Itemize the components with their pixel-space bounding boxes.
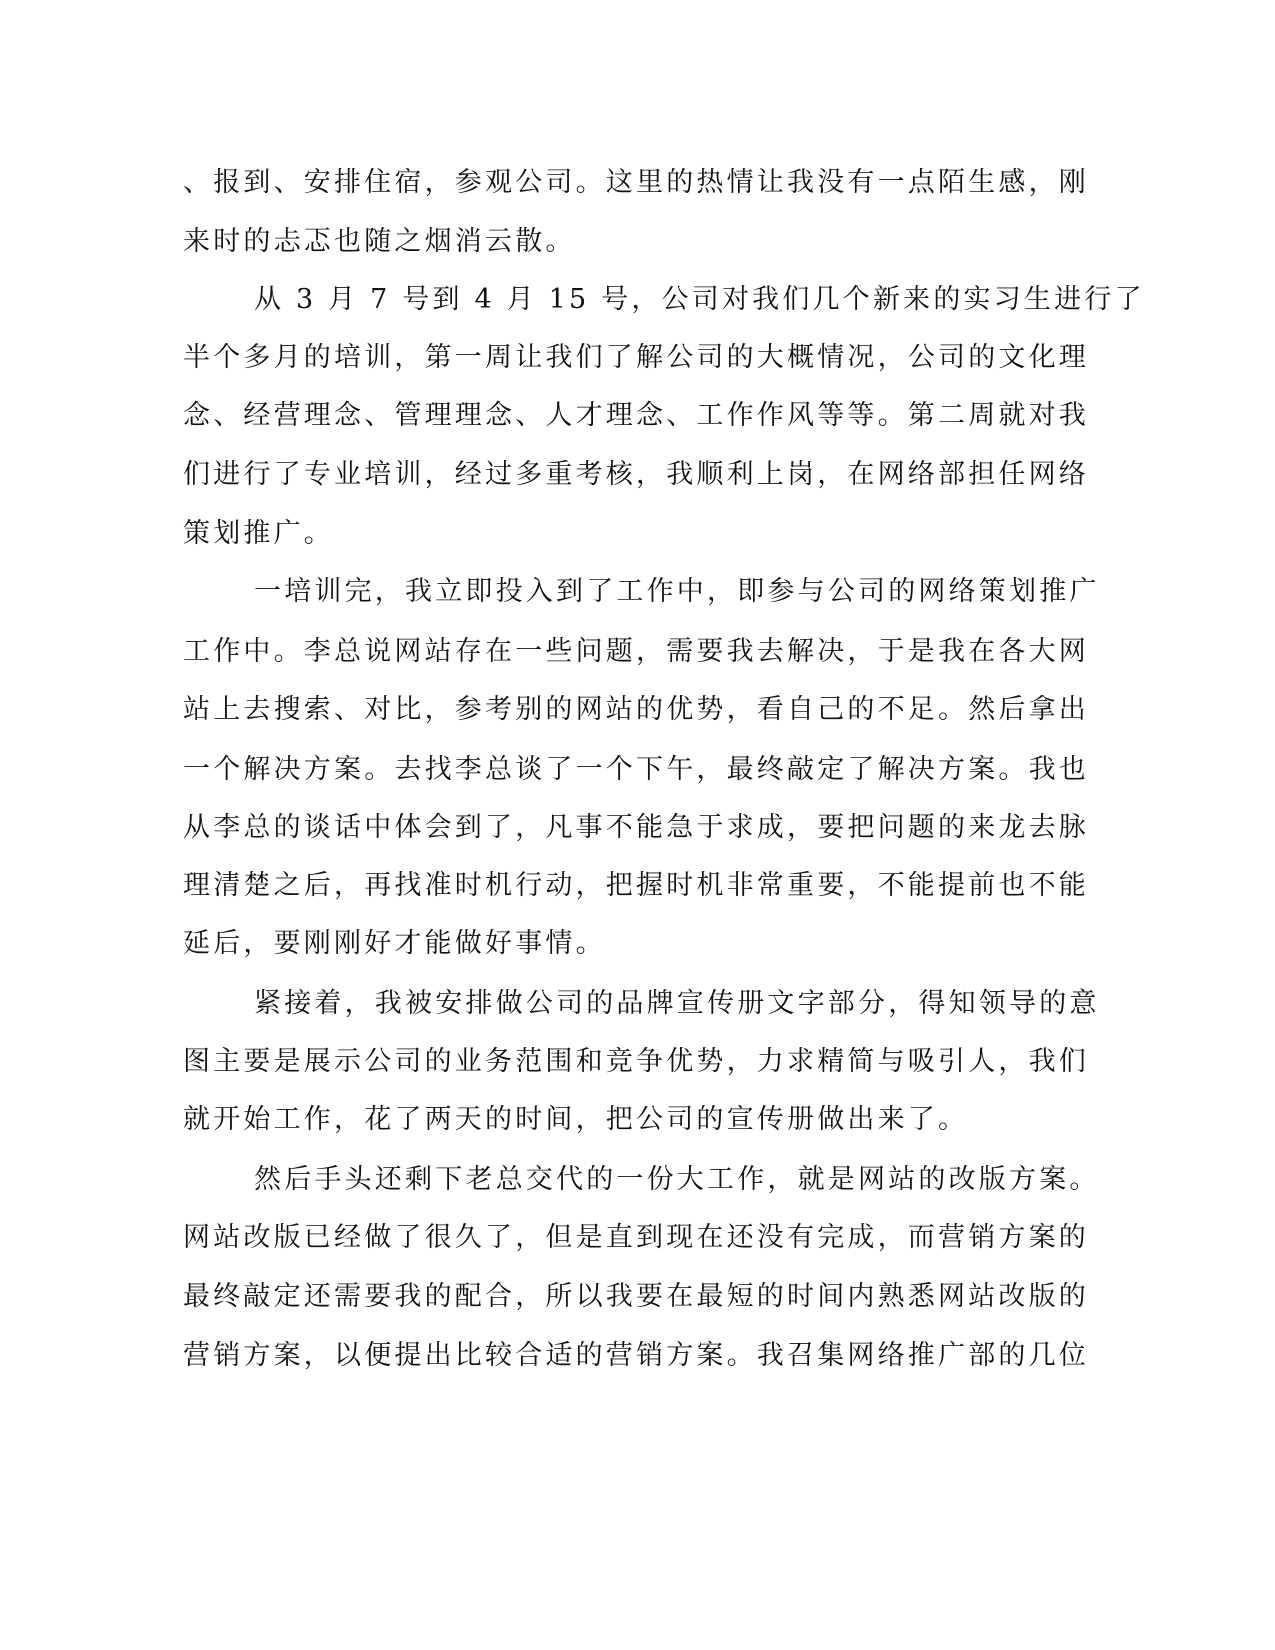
paragraph-start-line: 然后手头还剩下老总交代的一份大工作，就是网站的改版方案。 — [254, 1164, 1100, 1195]
text-line: 站上去搜索、对比，参考别的网站的优势，看自己的不足。然后拿出 — [183, 694, 1089, 725]
text-line: 半个多月的培训，第一周让我们了解公司的大概情况，公司的文化理 — [183, 342, 1089, 373]
paragraph-start-line: 一培训完，我立即投入到了工作中，即参与公司的网络策划推广 — [254, 576, 1100, 607]
paragraph-start-line: 从 3 月 7 号到 4 月 15 号，公司对我们几个新来的实习生进行了 — [254, 284, 1145, 315]
text-line: 工作中。李总说网站存在一些问题，需要我去解决，于是我在各大网 — [183, 636, 1089, 667]
text-line: 就开始工作，花了两天的时间，把公司的宣传册做出来了。 — [183, 1104, 969, 1135]
text-line: 策划推广。 — [183, 518, 334, 549]
text-line: 最终敲定还需要我的配合，所以我要在最短的时间内熟悉网站改版的 — [183, 1281, 1089, 1312]
text-line: 营销方案，以便提出比较合适的营销方案。我召集网络推广部的几位 — [183, 1340, 1089, 1371]
text-line: 念、经营理念、管理理念、人才理念、工作作风等等。第二周就对我 — [183, 400, 1089, 431]
text-line: 延后，要刚刚好才能做好事情。 — [183, 928, 606, 959]
text-line: 从李总的谈话中体会到了，凡事不能急于求成，要把问题的来龙去脉 — [183, 812, 1089, 843]
text-line: 网站改版已经做了很久了，但是直到现在还没有完成，而营销方案的 — [183, 1222, 1089, 1253]
text-line: 理清楚之后，再找准时机行动，把握时机非常重要，不能提前也不能 — [183, 870, 1089, 901]
text-line: 图主要是展示公司的业务范围和竞争优势，力求精简与吸引人，我们 — [183, 1046, 1089, 1077]
text-line: 、报到、安排住宿，参观公司。这里的热情让我没有一点陌生感，刚 — [183, 167, 1089, 198]
text-line: 来时的忐忑也随之烟消云散。 — [183, 226, 576, 257]
paragraph-start-line: 紧接着，我被安排做公司的品牌宣传册文字部分，得知领导的意 — [254, 988, 1100, 1019]
text-line: 一个解决方案。去找李总谈了一个下午，最终敲定了解决方案。我也 — [183, 754, 1089, 785]
text-line: 们进行了专业培训，经过多重考核，我顺利上岗，在网络部担任网络 — [183, 459, 1089, 490]
